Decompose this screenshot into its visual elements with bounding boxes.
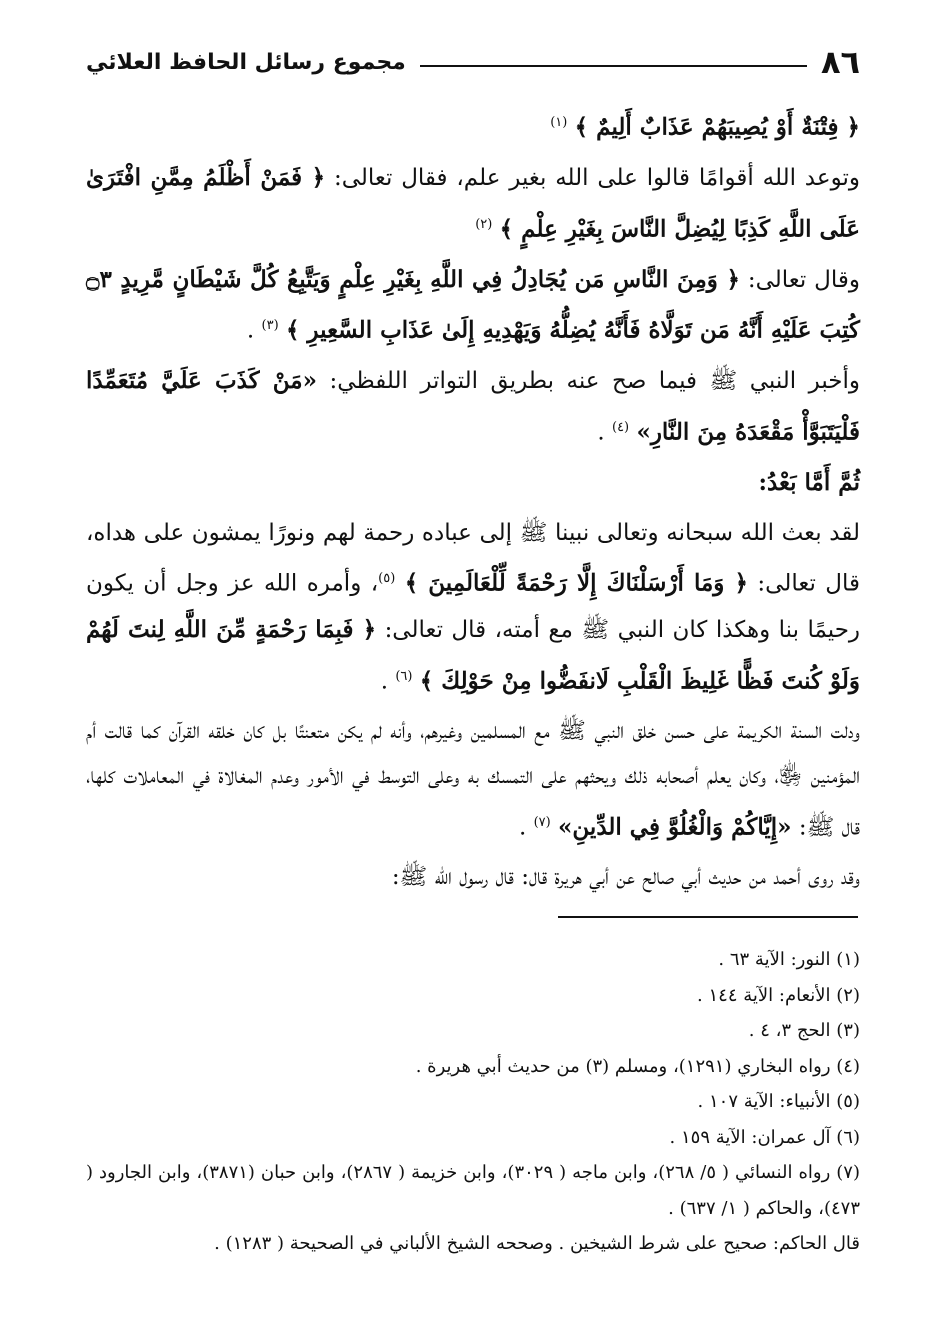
paragraph-6 xyxy=(86,511,860,705)
paragraph-text: ودلت السنة الكريمة على حسن خلق النبي ﷺ مع المسلمين وغيرهم، وأنه لم يكن متعنتًا بل كان خلقه القرآن كما قالت أم المؤمنين ﵂، وكان يعلم أصحابه ذلك ويحثهم على التمسك به وعلى التوسط في الأمور وعدم المغالاة في المعاملات كلها، قال ﷺ: xyxy=(86,717,860,841)
page-number: ٨٦ xyxy=(820,43,860,81)
footnote-3: (٣) الحج ٣، ٤ . xyxy=(748,1020,860,1041)
footnote-marker[interactable]: (٢) xyxy=(475,216,493,232)
quran-verse: ﴿ وَمَا أَرْسَلْنَاكَ إِلَّا رَحْمَةً لِّلْعَالَمِينَ ﴾ xyxy=(404,569,748,597)
paragraph-text: ، وأمره الله عز وجل أن يكون رحيمًا بنا وهكذا كان النبي ﷺ مع أمته، قال تعالى: xyxy=(86,570,861,644)
period: . xyxy=(246,317,255,344)
footnotes xyxy=(86,942,860,1262)
period: . xyxy=(380,668,389,695)
period: . xyxy=(597,419,605,446)
book-title: مجموع رسائل الحافظ العلائي xyxy=(86,49,406,75)
paragraph-5 xyxy=(86,460,860,507)
quran-verse: ﴿ فَمَنْ أَظْلَمُ مِمَّنِ افْتَرَىٰ عَلَى اللَّهِ كَذِبًا لِيُضِلَّ النَّاسَ بِغَيْرِ عِلْمٍ ﴾ xyxy=(86,164,860,243)
section-heading: ثُمَّ أَمَّا بَعْدُ: xyxy=(758,469,860,497)
footnote-separator xyxy=(558,916,858,918)
header-rule xyxy=(420,65,807,67)
footnote-marker[interactable]: (٣) xyxy=(261,318,279,334)
paragraph-3 xyxy=(86,257,860,355)
hadith-quote: «إِيَّاكُمْ وَالْغُلُوَّ فِي الدِّينِ» xyxy=(558,813,792,841)
footnote-7: (٧) رواه النسائي ( ٥/ ٢٦٨)، وابن ماجه ( ٣٠٢٩)، وابن خزيمة ( ٢٨٦٧)، وابن حبان (٣٨٧١)، وابن الجارود ( ٤٧٣)، والحاكم ( ١/ ٦٣٧) . xyxy=(86,1162,860,1219)
footnote-marker[interactable]: (٦) xyxy=(395,668,413,684)
paragraph-2 xyxy=(86,155,860,253)
page-header xyxy=(86,40,860,84)
footnote-1: (١) النور: الآية ٦٣ . xyxy=(718,949,860,970)
quran-verse: ﴿ فِتْنَةٌ أَوْ يُصِيبَهُمْ عَذَابٌ أَلِيمٌ ﴾ xyxy=(574,113,860,141)
footnote-marker[interactable]: (٥) xyxy=(378,571,396,587)
paragraph-7 xyxy=(86,709,860,851)
footnote-7-note: قال الحاكم: صحيح على شرط الشيخين . وصححه الشيخ الألباني في الصحيحة ( ١٢٨٣) . xyxy=(214,1233,860,1254)
footnote-marker[interactable]: (٤) xyxy=(611,419,630,435)
footnote-marker[interactable]: (١) xyxy=(550,115,568,130)
paragraph-4 xyxy=(86,358,860,456)
hadith-quote: «مَنْ كَذَبَ عَلَيَّ مُتَعَمِّدًا فَلْيَتَبَوَّأْ مَقْعَدَهُ مِنَ النَّارِ» xyxy=(86,367,860,446)
paragraph-text: وقال تعالى: xyxy=(747,266,860,293)
footnote-2: (٢) الأنعام: الآية ١٤٤ . xyxy=(697,984,860,1006)
paragraph-text: وأخبر النبي ﷺ فيما صح عنه بطريق التواتر اللفظي: xyxy=(329,368,861,395)
paragraph-text: لقد بعث الله سبحانه وتعالى نبينا ﷺ إلى عباده رحمة لهم ونورًا يمشون على هداه، قال تعالى: xyxy=(86,519,860,597)
paragraph-text: وقد روى أحمد من حديث أبي صالح عن أبي هريرة قال: قال رسول الله ﷺ: xyxy=(391,864,860,891)
footnote-6: (٦) آل عمران: الآية ١٥٩ . xyxy=(669,1126,860,1148)
footnote-4: (٤) رواه البخاري (١٢٩١)، ومسلم (٣) من حديث أبي هريرة . xyxy=(415,1055,860,1077)
footnote-marker[interactable]: (٧) xyxy=(533,814,551,830)
quran-verse: ﴿ فَبِمَا رَحْمَةٍ مِّنَ اللَّهِ لِنتَ لَهُمْ وَلَوْ كُنتَ فَظًّا غَلِيظَ الْقَلْبِ لَانفَضُّوا مِنْ حَوْلِكَ ﴾ xyxy=(86,616,860,695)
period: . xyxy=(518,814,527,841)
quran-verse: ﴿ وَمِنَ النَّاسِ مَن يُجَادِلُ فِي اللَّهِ بِغَيْرِ عِلْمٍ وَيَتَّبِعُ كُلَّ شَيْطَانٍ مَّرِيدٍ ۝٣ كُتِبَ عَلَيْهِ أَنَّهُ مَن تَوَلَّاهُ فَأَنَّهُ يُضِلُّهُ وَيَهْدِيهِ إِلَىٰ عَذَابِ السَّعِيرِ ﴾ xyxy=(86,265,860,344)
paragraph-8 xyxy=(86,855,860,901)
paragraph-text: وتوعد الله أقوامًا قالوا على الله بغير علم، فقال تعالى: xyxy=(333,165,860,192)
main-text xyxy=(86,100,860,905)
footnote-5: (٥) الأنبياء: الآية ١٠٧ . xyxy=(697,1091,860,1112)
paragraph-1 xyxy=(86,100,860,151)
